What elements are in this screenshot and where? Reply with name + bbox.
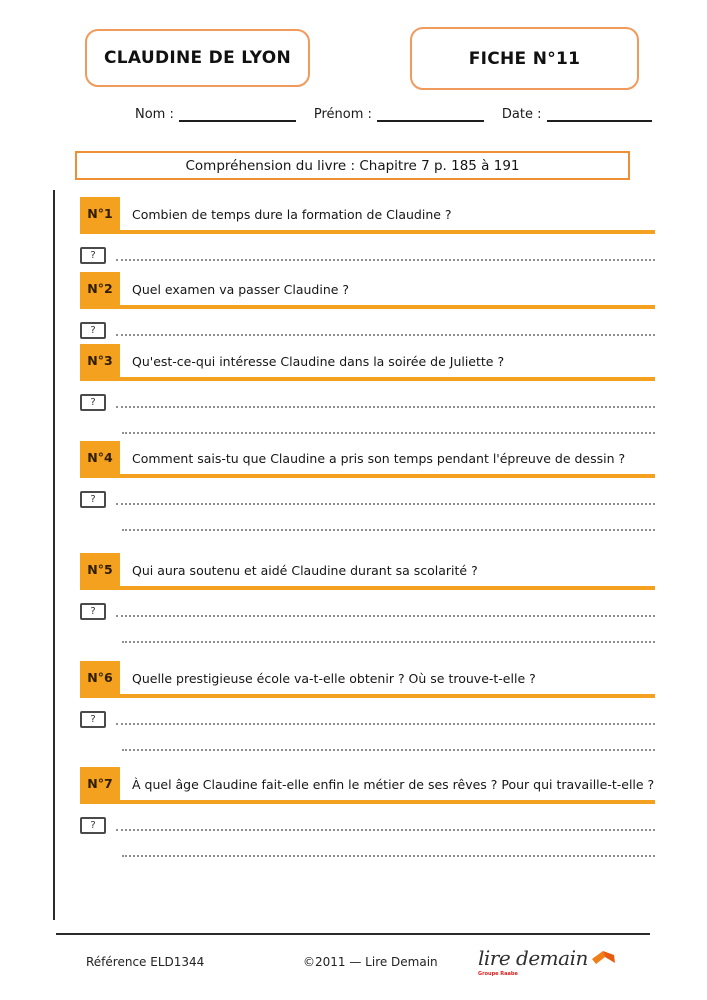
answer-dotted-line (122, 855, 655, 857)
date-blank-line (547, 108, 652, 122)
section-title: Compréhension du livre : Chapitre 7 p. 185 à 191 (185, 157, 520, 174)
question-text: Quel examen va passer Claudine ? (132, 282, 350, 297)
question-header (80, 553, 655, 590)
question-number-badge: N°4 (80, 441, 120, 474)
firstname-blank-line (377, 108, 484, 122)
sheet-number-box (410, 27, 639, 90)
question-number-badge: N°6 (80, 661, 120, 694)
question-number-badge: N°1 (80, 197, 120, 230)
answer-dotted-line (116, 334, 655, 336)
identity-row (135, 107, 652, 122)
question-block-3 (80, 344, 655, 439)
date-label: Date : (501, 107, 542, 122)
answer-dotted-line (116, 259, 655, 261)
answer-row (80, 391, 655, 413)
question-header (80, 661, 655, 698)
answer-dotted-line (116, 503, 655, 505)
question-number-badge: N°2 (80, 272, 120, 305)
answer-marker-box: ? (80, 603, 106, 620)
question-number-badge: N°7 (80, 767, 120, 800)
name-field (135, 107, 296, 122)
firstname-label: Prénom : (313, 107, 372, 122)
name-label: Nom : (135, 107, 174, 122)
book-title-box (85, 29, 310, 87)
question-header (80, 272, 655, 309)
question-text: Qui aura soutenu et aidé Claudine durant sa scolarité ? (132, 563, 478, 578)
answer-dotted-line (116, 829, 655, 831)
question-text: Qu'est-ce-qui intéresse Claudine dans la soirée de Juliette ? (132, 354, 505, 369)
questions-list (80, 197, 655, 862)
footer-copyright: ©2011 — Lire Demain (303, 955, 438, 969)
open-book-icon (590, 944, 618, 972)
answer-row (80, 814, 655, 836)
question-block-7 (80, 767, 655, 862)
question-block-4 (80, 441, 655, 536)
answer-row-second (122, 516, 655, 536)
answer-row (80, 708, 655, 730)
publisher-logo-text: lire demain (478, 946, 588, 970)
publisher-logo-line (478, 944, 618, 972)
answer-marker-box: ? (80, 491, 106, 508)
answer-dotted-line (116, 406, 655, 408)
answer-dotted-line (116, 615, 655, 617)
sheet-number: FICHE N°11 (468, 48, 581, 69)
question-block-5 (80, 553, 655, 648)
answer-marker-box: ? (80, 322, 106, 339)
answer-dotted-line (122, 641, 655, 643)
answer-row (80, 600, 655, 622)
answer-marker-box: ? (80, 711, 106, 728)
question-header (80, 767, 655, 804)
firstname-field (314, 107, 484, 122)
question-number-badge: N°3 (80, 344, 120, 377)
footer-divider (56, 933, 650, 935)
question-text: Combien de temps dure la formation de Claudine ? (132, 207, 452, 222)
answer-row (80, 488, 655, 510)
answer-row-second (122, 628, 655, 648)
date-field (502, 107, 652, 122)
question-block-6 (80, 661, 655, 756)
question-block-1 (80, 197, 655, 266)
answer-dotted-line (122, 529, 655, 531)
answer-marker-box: ? (80, 817, 106, 834)
question-number-badge: N°5 (80, 553, 120, 586)
question-text: À quel âge Claudine fait-elle enfin le métier de ses rêves ? Pour qui travaille-t-elle ? (132, 777, 655, 792)
section-title-box (75, 151, 630, 180)
answer-row-second (122, 736, 655, 756)
question-header (80, 441, 655, 478)
question-block-2 (80, 272, 655, 341)
question-text: Comment sais-tu que Claudine a pris son temps pendant l'épreuve de dessin ? (132, 451, 626, 466)
answer-row (80, 319, 655, 341)
footer-reference: Référence ELD1344 (86, 955, 205, 969)
left-margin-rule (53, 190, 55, 920)
answer-dotted-line (122, 432, 655, 434)
question-header (80, 344, 655, 381)
answer-row-second (122, 419, 655, 439)
question-header (80, 197, 655, 234)
answer-row (80, 244, 655, 266)
name-blank-line (179, 108, 296, 122)
answer-marker-box: ? (80, 394, 106, 411)
book-title: CLAUDINE DE LYON (104, 48, 291, 68)
publisher-group-text: Groupe Raabe (478, 971, 518, 977)
answer-dotted-line (116, 723, 655, 725)
question-text: Quelle prestigieuse école va-t-elle obtenir ? Où se trouve-t-elle ? (132, 671, 536, 686)
answer-row-second (122, 842, 655, 862)
publisher-logo (478, 944, 618, 977)
answer-marker-box: ? (80, 247, 106, 264)
answer-dotted-line (122, 749, 655, 751)
